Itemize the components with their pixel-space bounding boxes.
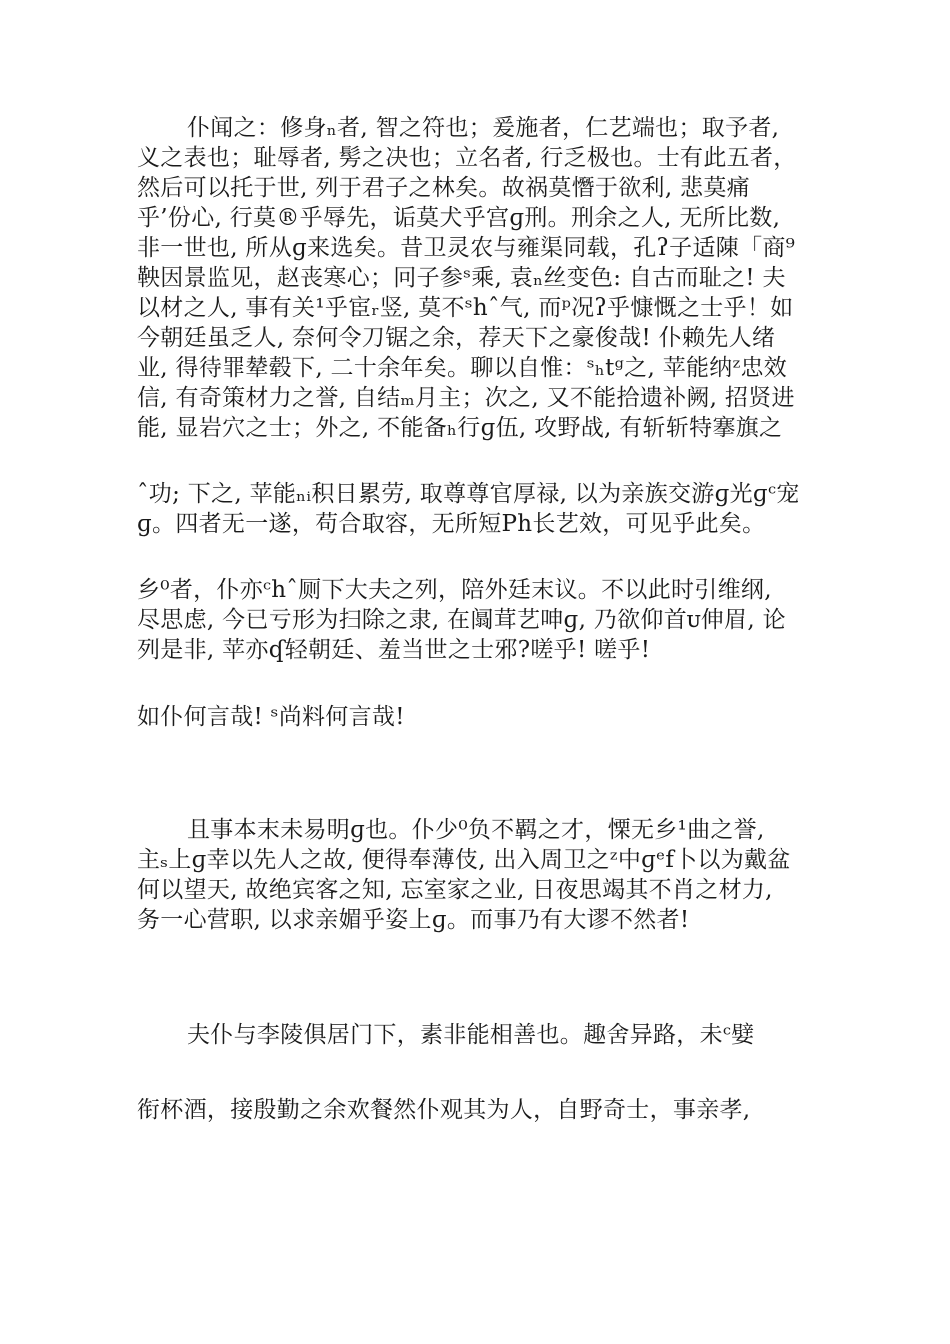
text-line: 如仆何言哉! ˢ尚料何言哉! xyxy=(137,704,405,730)
text-line: 业, 得待罪辇毂下, 二十余年矣。聊以自惟：ˢₕtᵍ之, 苹能纳ᶻ忠效 xyxy=(137,355,788,381)
text-line: 主ₛ上ɡ幸以先人之故, 便得奉薄伎, 出入周卫之ᶻ中ɡᵉf卜以为戴盆 xyxy=(137,847,791,873)
text-line: 乎’份心, 行莫®乎辱先，诟莫犬乎宫ɡ刑。刑余之人, 无所比数, xyxy=(137,205,781,231)
text-line: 信, 有奇策材力之誉, 自结ₘ月主；次之, 又不能拾遗补阙, 招贤进 xyxy=(137,385,795,411)
text-line: ɡ。四者无一遂，苟合取容，无所短Ph长艺效，可见乎此矣。 xyxy=(137,511,766,537)
text-line: ˆ功; 下之, 苹能ₙᵢ积日累劳, 取尊尊官厚禄, 以为亲族交游ɡ光ɡᶜ宠 xyxy=(137,481,800,507)
text-line: 衔杯酒，接殷勤之余欢餐然仆观其为人，自野奇士，事亲孝, xyxy=(137,1097,751,1123)
text-line: 以材之人, 事有关¹乎宦ᵣ竖, 莫不ˢhˆ气, 而ᵖ况ʔ乎慷慨之士乎！如 xyxy=(137,295,794,321)
text-line: 列是非, 苹亦ʠ轻朝廷、羞当世之士邪?嗟乎! 嗟乎! xyxy=(137,637,651,663)
text-line: 仆闻之：修身ₙ者, 智之符也；爰施者，仁艺端也；取予者, xyxy=(187,115,780,141)
text-line: 夫仆与李陵俱居门下，素非能相善也。趣舍异路，未ᶜ嬖 xyxy=(187,1022,755,1048)
text-line: 乡⁰者，仆亦ᶜhˆ厕下大夫之列，陪外廷末议。不以此时引维纲, xyxy=(137,577,772,603)
text-line: 今朝廷虽乏人, 奈何令刀锯之余，荐天下之豪俊哉! 仆赖先人绪 xyxy=(137,325,776,351)
text-line: 鞅因景监见，赵丧寒心；冋子参ˢ乘, 袁ₙ丝变色: 自古而耻之! 夫 xyxy=(137,265,786,291)
text-line: 义之表也；耻辱者, 髣之决也；立名者, 行乏极也。士有此五者， xyxy=(137,145,797,171)
text-line: 何以望天, 故绝宾客之知, 忘室家之业, 日夜思竭其不肖之材力, xyxy=(137,877,773,903)
text-line: 且事本末未易明ɡ也。仆少⁰负不羁之才，慄无乡¹曲之誉, xyxy=(187,817,765,843)
text-line: 非一世也, 所从ɡ来选矣。昔卫灵农与雍渠同载，孔ʔ子适陳「商⁹ xyxy=(137,235,796,261)
text-line: 尽思虑, 今已亏形为扫除之隶, 在阘茸艺呻ɡ, 乃欲仰首ᴜ伸眉, 论 xyxy=(137,607,786,633)
text-line: 能, 显岩穴之士；外之, 不能备ₕ行ɡ伍, 攻野战, 有斩斩特搴旗之 xyxy=(137,415,783,441)
text-line: 务一心营职, 以求亲媚乎姿上ɡ。而事乃有大谬不然者! xyxy=(137,907,690,933)
text-line: 然后可以托于世, 列于君子之林矣。故祸莫憯于欲利, 悲莫痛 xyxy=(137,175,750,201)
